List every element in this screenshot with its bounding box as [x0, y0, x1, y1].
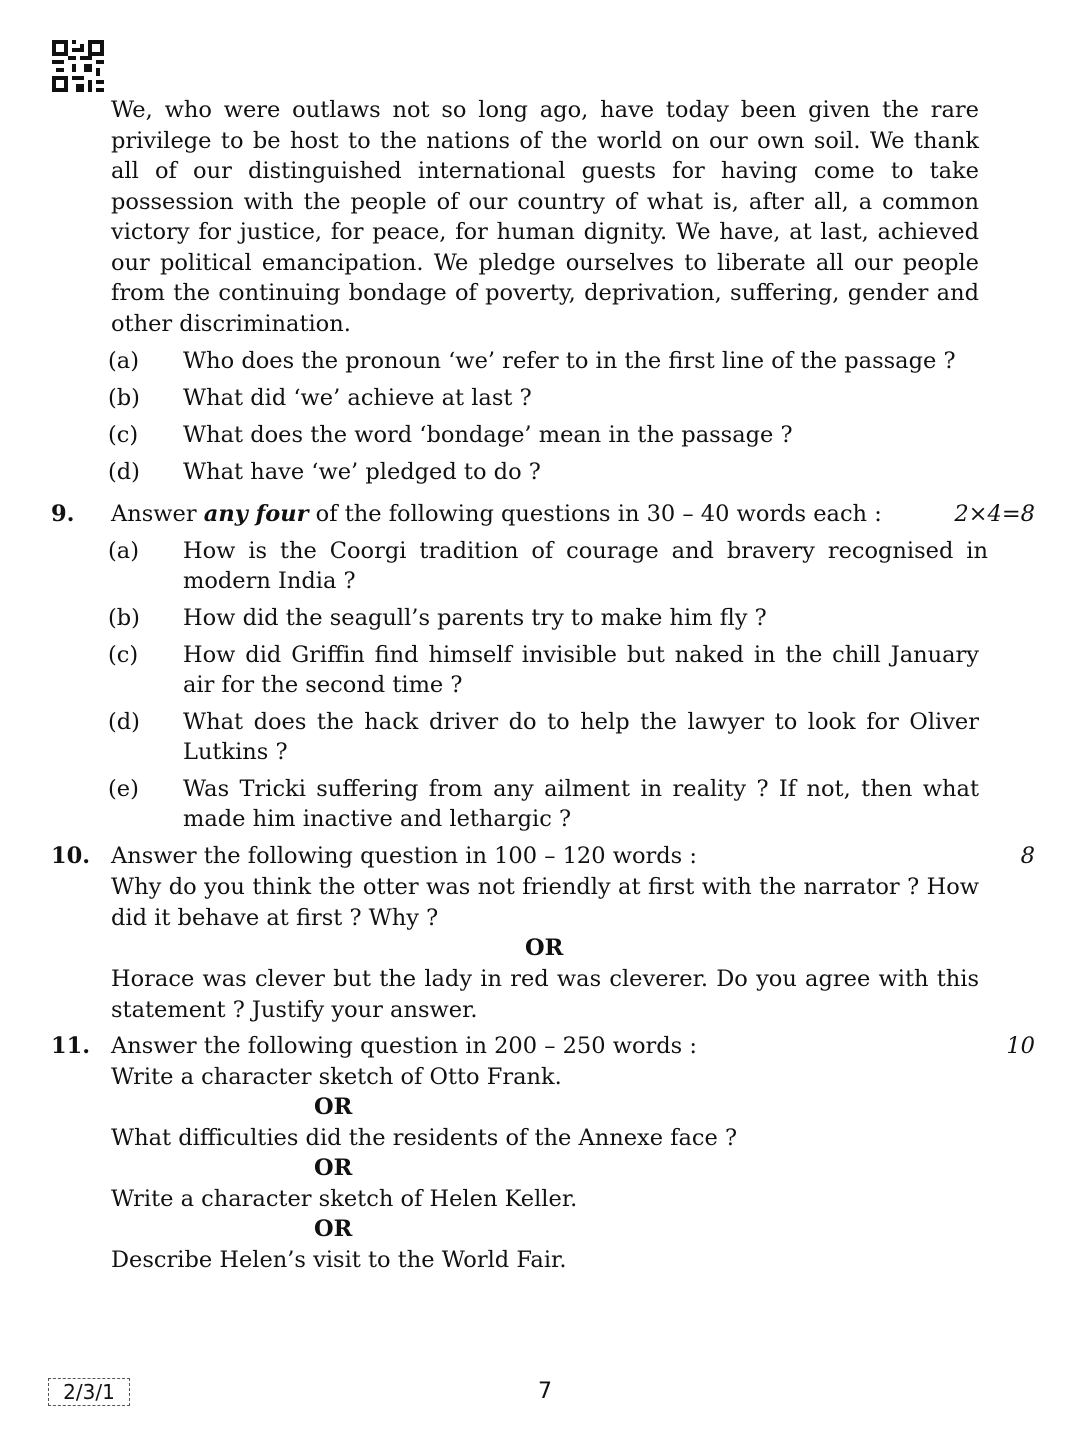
q11-option-3: Write a character sketch of Helen Keller. — [111, 1186, 578, 1212]
question-letter: (e) — [108, 776, 139, 802]
question-text: What does the hack driver do to help the lawyer to look for Oliver Lutkins ? — [183, 709, 979, 765]
question-number-9: 9. — [51, 501, 75, 527]
q10-marks: 8 — [1020, 843, 1035, 869]
or-separator: OR — [525, 935, 564, 961]
question-letter: (a) — [108, 348, 139, 374]
q10-question-2: Horace was clever but the lady in red was cleverer. Do you agree with this statement ? Justify your answer. — [111, 966, 979, 1023]
question-text: What have ‘we’ pledged to do ? — [183, 459, 541, 485]
or-separator: OR — [314, 1216, 353, 1242]
question-text: Was Tricki suffering from any ailment in reality ? If not, then what made him inactive and lethargic ? — [183, 776, 979, 832]
question-text: How did the seagull’s parents try to make him fly ? — [183, 605, 767, 631]
q11-option-1: Write a character sketch of Otto Frank. — [111, 1064, 562, 1090]
question-letter: (b) — [108, 385, 140, 411]
question-letter: (b) — [108, 605, 140, 631]
or-separator: OR — [314, 1155, 353, 1181]
q10-instruction: Answer the following question in 100 – 120 words : — [111, 843, 697, 869]
q9-instruction-suffix: of the following questions in 30 – 40 words each : — [308, 501, 882, 527]
q9-instruction-prefix: Answer — [111, 501, 204, 527]
question-text: What did ‘we’ achieve at last ? — [183, 385, 532, 411]
q11-option-4: Describe Helen’s visit to the World Fair. — [111, 1247, 567, 1273]
passage-text: We, who were outlaws not so long ago, have today been given the rare privilege to be host to the nations of the world on our own soil. We thank all of our distinguished international guests for having come to take possession with the people of our country of what is, after all, a common victory for justice, for peace, for human dignity. We have, at last, achieved our political emancipation. We pledge ourselves to liberate all our people from the continuing bondage of poverty, deprivation, suffering, gender and other discrimination. — [111, 97, 979, 337]
page-number: 7 — [538, 1379, 552, 1404]
question-number-11: 11. — [51, 1033, 91, 1059]
question-number-10: 10. — [51, 843, 91, 869]
question-letter: (d) — [108, 709, 140, 735]
q11-instruction: Answer the following question in 200 – 250 words : — [111, 1033, 697, 1059]
question-letter: (c) — [108, 422, 139, 448]
q10-question-1: Why do you think the otter was not friendly at first with the narrator ? How did it behave at first ? Why ? — [111, 874, 979, 931]
or-separator: OR — [314, 1094, 353, 1120]
question-letter: (a) — [108, 538, 139, 564]
question-letter: (c) — [108, 642, 139, 668]
qr-code — [52, 40, 104, 92]
paper-code: 2/3/1 — [48, 1378, 130, 1406]
question-text: Who does the pronoun ‘we’ refer to in the first line of the passage ? — [183, 348, 956, 374]
q9-instruction — [111, 499, 882, 530]
q11-marks: 10 — [1006, 1033, 1035, 1059]
q11-option-2: What difficulties did the residents of the Annexe face ? — [111, 1125, 738, 1151]
q9-marks: 2×4=8 — [954, 501, 1035, 527]
question-text: What does the word ‘bondage’ mean in the passage ? — [183, 422, 793, 448]
question-text: How did Griffin find himself invisible but naked in the chill January air for the second time ? — [183, 642, 979, 698]
question-letter: (d) — [108, 459, 140, 485]
q9-emphasis: any four — [203, 501, 309, 527]
question-text: How is the Coorgi tradition of courage and bravery recognised in modern India ? — [183, 538, 988, 594]
